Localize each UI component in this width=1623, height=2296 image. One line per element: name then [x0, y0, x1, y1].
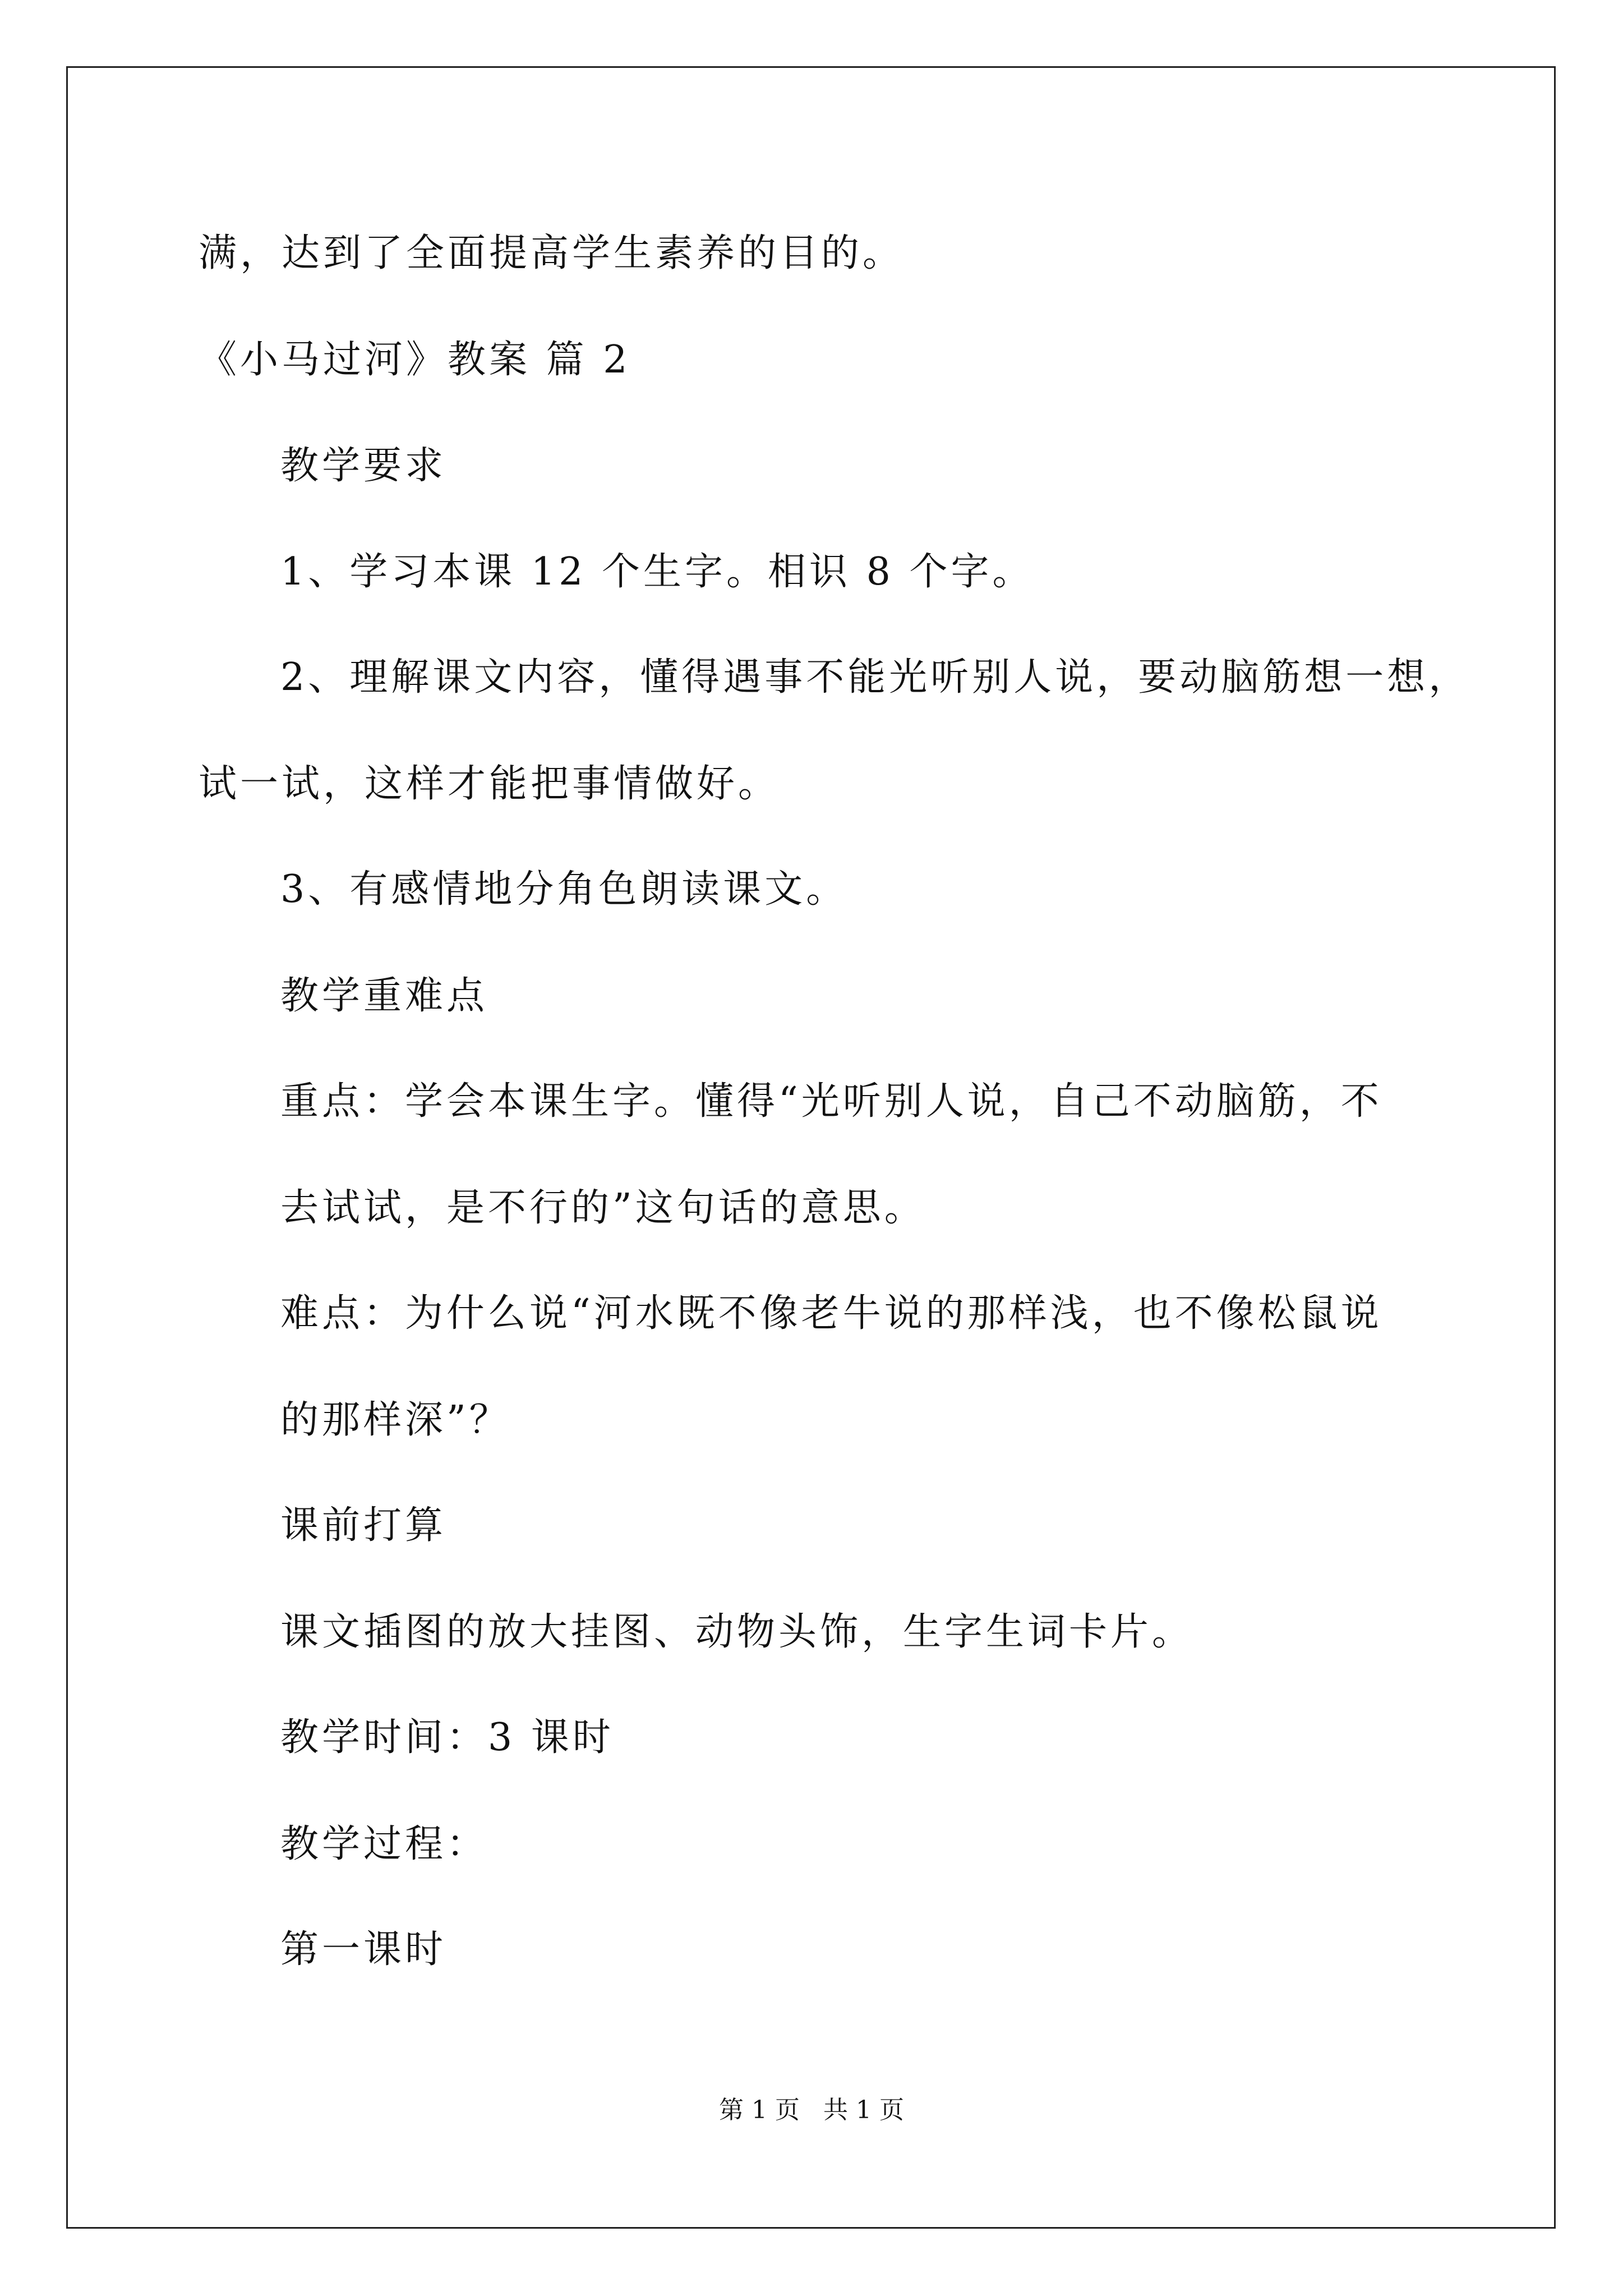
difficult-point-text-continued: 的那样深”？	[280, 1398, 511, 1442]
text-line-continuation: 满，达到了全面提高学生素养的目的。	[199, 231, 905, 275]
key-point-text-continued: 去试试，是不行的”这句话的意思。	[280, 1186, 926, 1230]
requirement-item-2: 2、理解课文内容，懂得遇事不能光听别人说，要动脑筋想一想，	[280, 655, 1470, 700]
heading-preparation: 课前打算	[280, 1503, 447, 1548]
section-title: 《小马过河》教案 篇 2	[199, 338, 631, 382]
difficult-point-text: 难点：为什么说“河水既不像老牛说的那样浅，也不像松鼠说	[280, 1291, 1382, 1336]
requirement-item-3: 3、有感情地分角色朗读课文。	[280, 867, 848, 912]
page-footer: 第 1 页 共 1 页	[719, 2096, 904, 2124]
heading-teaching-process: 教学过程：	[280, 1822, 488, 1866]
teaching-time: 教学时间：3 课时	[280, 1715, 614, 1760]
key-point-text: 重点：学会本课生字。懂得“光听别人说，自己不动脑筋，不	[280, 1079, 1382, 1124]
requirement-item-2-continued: 试一试，这样才能把事情做好。	[199, 762, 780, 806]
preparation-text: 课文插图的放大挂图、动物头饰，生字生词卡片。	[280, 1610, 1194, 1654]
heading-first-lesson: 第一课时	[280, 1927, 447, 1972]
requirement-item-1: 1、学习本课 12 个生字。相识 8 个字。	[280, 550, 1034, 594]
heading-key-difficult-points: 教学重难点	[280, 974, 488, 1018]
heading-teaching-requirements: 教学要求	[280, 444, 447, 488]
page-border	[66, 66, 1556, 2229]
